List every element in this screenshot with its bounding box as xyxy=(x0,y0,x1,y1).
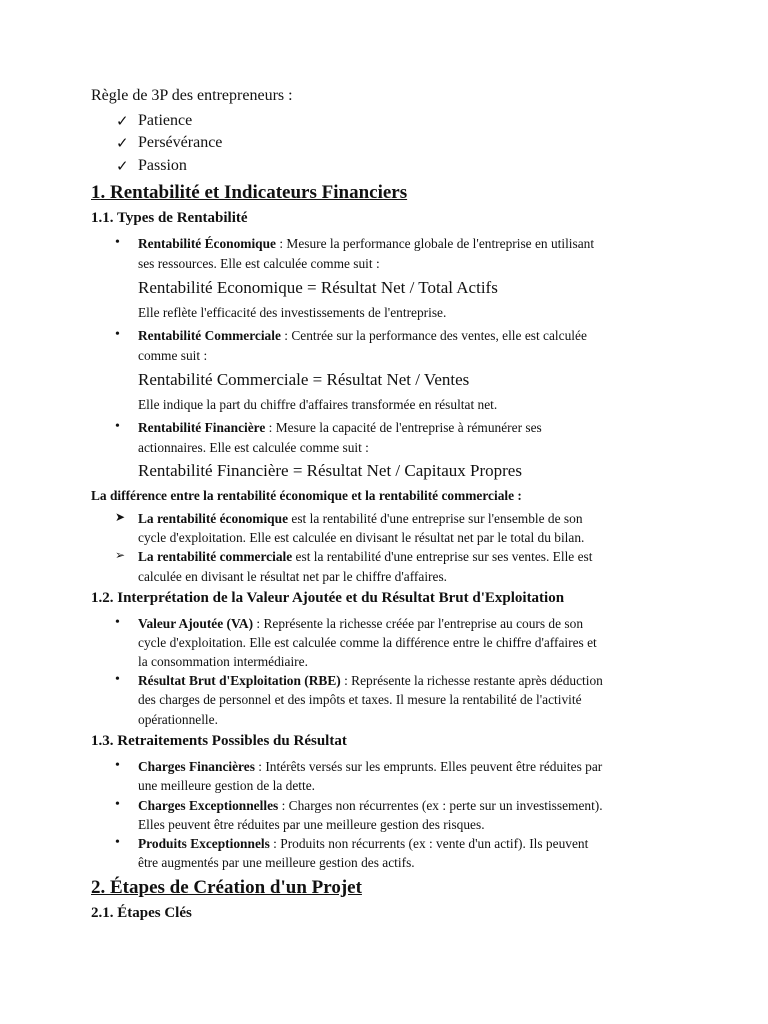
bullet-icon: • xyxy=(115,835,120,850)
list-item-line: être augmentés par une meilleure gestion des actifs. xyxy=(138,855,415,870)
subsection-heading: 1.3. Retraitements Possibles du Résultat xyxy=(91,733,347,749)
list-item-line: actionnaires. Elle est calculée comme suit : xyxy=(138,440,369,455)
difference-title: La différence entre la rentabilité économique et la rentabilité commerciale : xyxy=(91,488,522,503)
checkmark-icon: ✓ xyxy=(116,136,129,152)
formula: Rentabilité Financière = Résultat Net / Capitaux Propres xyxy=(138,461,522,480)
bullet-icon: • xyxy=(115,615,120,630)
list-item-line: Charges Exceptionnelles : Charges non récurrentes (ex : perte sur un investissement). xyxy=(138,798,603,813)
bullet-icon: • xyxy=(115,235,120,250)
list-item-line: La rentabilité commerciale est la rentabilité d'une entreprise sur ses ventes. Elle est xyxy=(138,549,593,564)
checkmark-icon: ✓ xyxy=(116,114,129,130)
bullet-icon: • xyxy=(115,419,120,434)
bullet-icon: • xyxy=(115,327,120,342)
arrow-bullet-icon: ➤ xyxy=(115,510,126,524)
subsection-heading: 1.2. Interprétation de la Valeur Ajoutée et du Résultat Brut d'Exploitation xyxy=(91,590,565,606)
intro-item: Persévérance xyxy=(138,134,223,151)
list-item-line: Rentabilité Commerciale : Centrée sur la performance des ventes, elle est calculée xyxy=(138,328,587,343)
list-item-line: Valeur Ajoutée (VA) : Représente la richesse créée par l'entreprise au cours de son xyxy=(138,616,584,631)
formula: Rentabilité Economique = Résultat Net / Total Actifs xyxy=(138,278,498,297)
intro-title: Règle de 3P des entrepreneurs : xyxy=(91,87,293,104)
list-item-line: La rentabilité économique est la rentabilité d'une entreprise sur l'ensemble de son xyxy=(138,511,583,526)
note: Elle indique la part du chiffre d'affaires transformée en résultat net. xyxy=(138,397,498,412)
section-heading: 2. Étapes de Création d'un Projet xyxy=(91,877,362,898)
formula: Rentabilité Commerciale = Résultat Net / Ventes xyxy=(138,370,470,389)
subsection-heading: 2.1. Étapes Clés xyxy=(91,905,192,921)
intro-item: Passion xyxy=(138,157,187,174)
list-item-line: cycle d'exploitation. Elle est calculée en divisant le résultat net par le total du bilan. xyxy=(138,530,585,545)
list-item-line: opérationnelle. xyxy=(138,712,218,727)
list-item-line: une meilleure gestion de la dette. xyxy=(138,778,315,793)
list-item-line: ses ressources. Elle est calculée comme suit : xyxy=(138,256,380,271)
note: Elle reflète l'efficacité des investissements de l'entreprise. xyxy=(138,305,447,320)
list-item-line: Elles peuvent être réduites par une meilleure gestion des risques. xyxy=(138,817,485,832)
list-item-line: des charges de personnel et des impôts et taxes. Il mesure la rentabilité de l'activité xyxy=(138,692,582,707)
list-item-line: comme suit : xyxy=(138,348,208,363)
subsection-heading: 1.1. Types de Rentabilité xyxy=(91,210,248,226)
checkmark-icon: ✓ xyxy=(116,159,129,175)
list-item-line: Produits Exceptionnels : Produits non récurrents (ex : vente d'un actif). Ils peuvent xyxy=(138,836,589,851)
section-heading: 1. Rentabilité et Indicateurs Financiers xyxy=(91,182,408,203)
list-item-line: calculée en divisant le résultat net par le chiffre d'affaires. xyxy=(138,569,448,584)
intro-item: Patience xyxy=(138,112,193,129)
bullet-icon: • xyxy=(115,797,120,812)
list-item-line: Rentabilité Financière : Mesure la capacité de l'entreprise à rémunérer ses xyxy=(138,420,542,435)
list-item-line: la consommation intermédiaire. xyxy=(138,654,308,669)
list-item-line: Charges Financières : Intérêts versés sur les emprunts. Elles peuvent être réduites par xyxy=(138,759,603,774)
bullet-icon: • xyxy=(115,672,120,687)
list-item-line: cycle d'exploitation. Elle est calculée comme la différence entre le chiffre d'affaires et xyxy=(138,635,597,650)
arrow-bullet-icon: ➢ xyxy=(115,548,126,562)
bullet-icon: • xyxy=(115,758,120,773)
list-item-line: Résultat Brut d'Exploitation (RBE) : Représente la richesse restante après déduction xyxy=(138,673,603,688)
list-item-line: Rentabilité Économique : Mesure la performance globale de l'entreprise en utilisant xyxy=(138,236,595,251)
